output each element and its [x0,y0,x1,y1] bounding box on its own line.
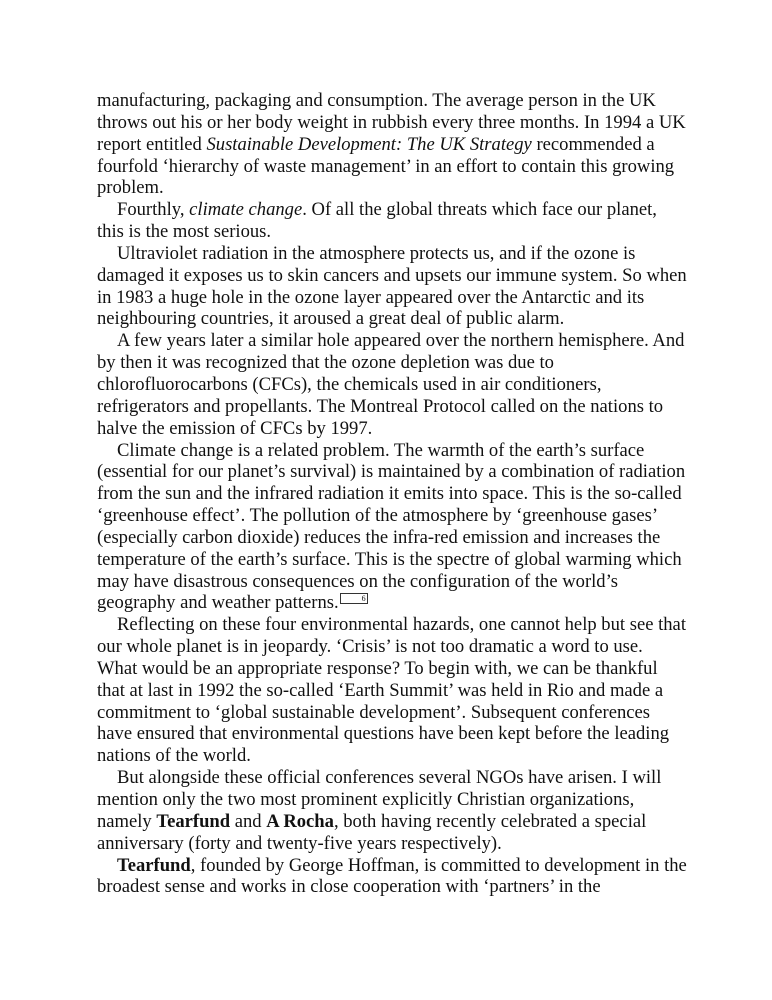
text-run: manufacturing, packaging and consumption. The average person in the UK throws out his or her body weight in rubbish every three months. In 1994 a UK report entitled [97,90,686,155]
paragraph [97,614,687,767]
bold-text: Tearfund [117,854,191,876]
paragraph [97,243,687,330]
italic-text: climate change [189,199,303,221]
text-run: But alongside these official conferences several NGOs have arisen. I will mention only the two most prominent explicitly Christian organizations, namely [97,767,662,832]
text-run: Climate change is a related problem. The warmth of the earth’s surface (essential for our planet’s survival) is maintained by a combination of radiation from the sun and the infrared radiation it emits into space. This is the so-called ‘greenhouse effect’. The pollution of the atmosphere by ‘greenhouse gases’ (especially carbon dioxide) reduces the infra-red emission and increases the temperature of the earth’s surface. This is the spectre of global warming which may have disastrous consequences on the configuration of the world’s geography and weather patterns. [97,439,686,614]
text-run: . Of all the global threats which face our planet, this is the most serious. [97,199,657,243]
text-run: Reflecting on these four environmental hazards, one cannot help but see that our whole planet is in jeopardy. ‘Crisis’ is not too dramatic a word to use. What would be an appropriate response? To begin with, we can be thankful that at last in 1992 the so-called ‘Earth Summit’ was held in Rio and made a commitment to ‘global sustainable development’. Subsequent conferences have ensured that environmental questions have been kept before the leading nations of the world. [97,614,686,767]
italic-text: Sustainable Development: The UK Strategy [206,133,532,155]
bold-text: Tearfund [156,810,231,832]
text-run: Fourthly, [117,199,190,221]
paragraph [97,90,687,199]
page-body [97,90,687,898]
text-run: Ultraviolet radiation in the atmosphere protects us, and if the ozone is damaged it exposes us to skin cancers and upsets our immune system. So when in 1983 a huge hole in the ozone layer appeared over the Antarctic and its neighbouring countries, it aroused a great deal of public alarm. [97,242,687,330]
footnote-marker: 6 [340,593,368,604]
text-run: , founded by George Hoffman, is committed to development in the broadest sense and works in close cooperation with ‘partners’ in the [97,854,687,898]
paragraph [97,855,687,899]
bold-text: A Rocha [266,810,334,832]
paragraph [97,199,687,243]
text-run: , both having recently celebrated a special anniversary (forty and twenty-five years respectively). [97,810,647,854]
text-run: recommended a fourfold ‘hierarchy of waste management’ in an effort to contain this growing problem. [97,133,675,199]
paragraph [97,440,687,615]
paragraph [97,330,687,439]
text-run: and [230,810,267,832]
paragraph [97,767,687,854]
text-run: A few years later a similar hole appeared over the northern hemisphere. And by then it was recognized that the ozone depletion was due to chlorofluorocarbons (CFCs), the chemicals used in air conditioners, refrigerators and propellants. The Montreal Protocol called on the nations to halve the emission of CFCs by 1997. [97,330,685,439]
